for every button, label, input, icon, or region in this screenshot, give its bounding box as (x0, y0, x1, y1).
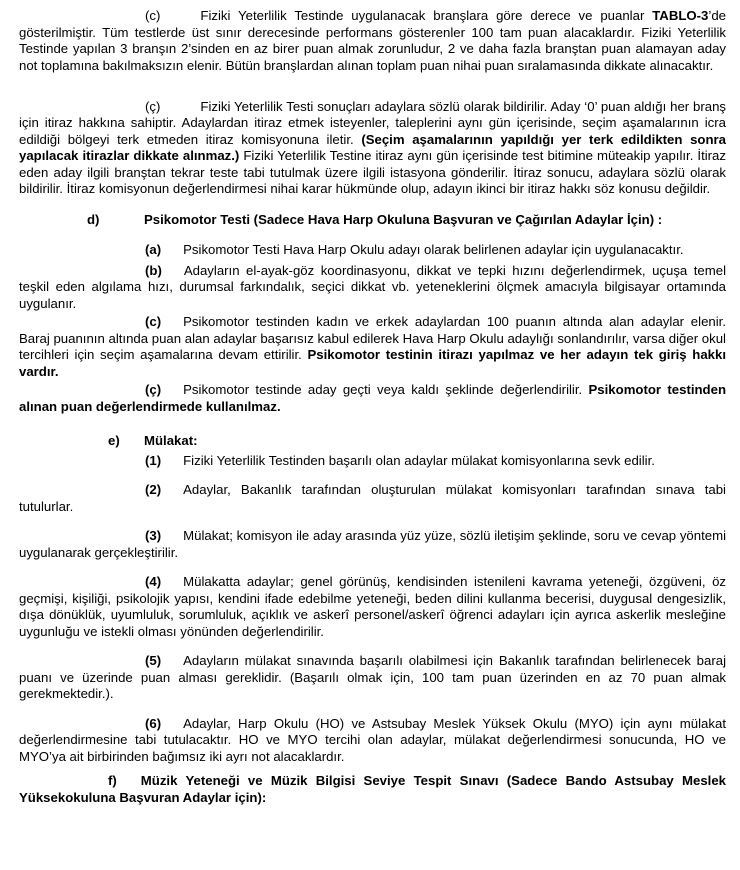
section-e-title: Mülakat: (144, 433, 198, 448)
spacer (19, 561, 726, 574)
spacer (19, 515, 726, 528)
section-e-item-6 (19, 716, 726, 766)
item-label: (b) (145, 262, 162, 278)
paragraph-cc-label: (ç) (145, 98, 161, 114)
section-e-item-4 (19, 574, 726, 640)
item-text: Mülakatta adaylar; genel görünüş, kendisinden istenileni kavrama yeteneği, özgüveni, öz geçmişi, kişiliği, psikolojik yapısı, kendini ifade edebilme yeteneği, beden dilini kullanma becerisi, duygusal dengesizlik, dışa dönüklük, uyumluluk, sorumluluk, açıklık ve askerî personel/askerî öğrenci adayları için ayrıca askerlik mesleğine uygunluğu ve istekli olması yönünden değerlendirilir. (19, 574, 726, 639)
section-e-item-1 (19, 453, 726, 470)
spacer (19, 415, 726, 433)
section-d-item-cc (19, 382, 726, 415)
paragraph-c-text-2: ’de gösterilmiştir. Tüm testlerde üst sınır derecesinde performans gösterenler 100 tam puan alacaklardır. Fiziki Yeterlilik Testinde yapılan 3 branşın 2’sinden en az birer puan almak zorunludur, 2 ve daha fazla branştan puan alamayan aday not toplamına bakılmaksızın elenir. Bütün branşlardan alınan toplam puan nihai puan sıralamasında dikkate alınacaktır. (19, 8, 726, 73)
paragraph-cc (19, 99, 726, 198)
item-bold-text: Psikomotor testinin itirazı yapılmaz ve her adayın tek giriş hakkı vardır. (19, 347, 726, 379)
section-e-item-2 (19, 482, 726, 515)
paragraph-c-text-1: Fiziki Yeterlilik Testinde uygulanacak branşlara göre derece ve puanlar (200, 8, 653, 23)
section-d-label: d) (87, 211, 100, 227)
section-e-label: e) (108, 433, 120, 448)
paragraph-cc-text-1: Fiziki Yeterlilik Testi sonuçları adaylara sözlü olarak bildirilir. Aday ‘0’ puan aldığı her branş için itiraz hakkına sahiptir. Adaylardan itiraz etmek isteyenler, taleplerini aynı gün içerisinde, seçim aşamalarının icra edildiği bölgeyi terk etmeden itiraz komisyonuna iletir. (19, 98, 726, 147)
item-label: (1) (145, 452, 162, 468)
spacer (19, 91, 726, 99)
paragraph-c-label: (c) (145, 8, 161, 23)
table-reference: TABLO-3 (652, 8, 709, 23)
section-d-item-c (19, 314, 726, 380)
item-label: (2) (145, 482, 162, 497)
item-text: Psikomotor testinden kadın ve erkek adaylardan 100 puanın altında alan adaylar elenir. Baraj puanının altında puan alan adaylar başarısız kabul edilerek Hava Harp Okulu adaylığı sonlandırılır, varsa diğer okul tercihleri için seçim aşamalarına devam ettirilir. (19, 314, 726, 362)
section-f-title: Müzik Yeteneği ve Müzik Bilgisi Seviye Tespit Sınavı (Sadece Bando Astsubay Meslek Yüksekokuluna Başvuran Adaylar için): (19, 773, 726, 805)
item-label: (5) (145, 653, 162, 668)
section-f-heading (19, 773, 726, 806)
spacer (19, 228, 726, 242)
item-text: Adayların el-ayak-göz koordinasyonu, dikkat ve tepki hızını değerlendirmek, uçuşa temel teşkil eden algılama hızı, durumsal farkındalık, seçici dikkat vb. yeteneklerini ölçmek amacıyla bilgisayar ortamında uygulanır. (19, 262, 726, 311)
item-text: Psikomotor Testi Hava Harp Okulu adayı olarak belirlenen adaylar için uygulanacaktır. (183, 242, 684, 257)
section-d-item-a (19, 242, 726, 259)
section-e-heading (19, 433, 726, 450)
item-text: Adayların mülakat sınavında başarılı olabilmesi için Bakanlık tarafından belirlenecek baraj puanı ve üzerinde puan alması gereklidir. (Başarılı olmak için, 100 tam puan üzerinden en az 70 puan almak gerekmektedir.). (19, 653, 726, 701)
spacer (19, 74, 726, 91)
spacer (19, 469, 726, 482)
paragraph-cc-text-2: Fiziki Yeterlilik Testine itiraz aynı gün içerisinde test bitimine müteakip yapılır. İtiraz eden aday ilgili branştan tekrar teste tabi tutulmak üzere ilgili istasyona gönderilir. İtiraz sonucu, adaylara sözlü olarak bildirilir. İtiraz komisyonun değerlendirmesi nihai karar hükmünde olup, adayın ikinci bir itiraz hakkı söz konusu değildir. (19, 148, 726, 196)
item-text: Adaylar, Bakanlık tarafından oluşturulan mülakat komisyonları tarafından sınava tabi tutulurlar. (19, 482, 726, 514)
item-label: (c) (145, 314, 162, 329)
item-bold-text: Psikomotor testinden alınan puan değerlendirmede kullanılmaz. (19, 382, 726, 414)
item-label: (ç) (145, 382, 162, 397)
item-text: Fiziki Yeterlilik Testinden başarılı olan adaylar mülakat komisyonlarına sevk edilir. (183, 452, 655, 468)
item-label: (a) (145, 242, 162, 257)
section-d-title: Psikomotor Testi (Sadece Hava Harp Okuluna Başvuran ve Çağırılan Adaylar İçin) : (144, 211, 663, 227)
section-e-item-5 (19, 653, 726, 703)
spacer (19, 198, 726, 212)
item-text: Mülakat; komisyon ile aday arasında yüz yüze, sözlü iletişim şeklinde, soru ve cevap yöntemi uygulanarak gerçekleştirilir. (19, 528, 726, 560)
paragraph-c (19, 8, 726, 74)
section-e-item-3 (19, 528, 726, 561)
item-label: (3) (145, 528, 162, 543)
item-text: Psikomotor testinde aday geçti veya kaldı şeklinde değerlendirilir. (183, 382, 589, 397)
item-label: (4) (145, 574, 162, 589)
spacer (19, 765, 726, 773)
item-text: Adaylar, Harp Okulu (HO) ve Astsubay Meslek Yüksek Okulu (MYO) için aynı mülakat değerlendirmesine tabi tutulacaktır. HO ve MYO tercihi olan adaylar, mülakat değerlendirmesi sonucunda, HO ve MYO’ya ait birbirinden bağımsız iki ayrı not alacaklardır. (19, 715, 726, 764)
paragraph-cc-bold: (Seçim aşamalarının yapıldığı yer terk edildikten sonra yapılacak itirazlar dikkate alınmaz.) (19, 131, 726, 163)
spacer (19, 703, 726, 716)
item-label: (6) (145, 715, 162, 731)
spacer (19, 640, 726, 653)
section-d-item-b (19, 263, 726, 313)
section-d-heading (19, 212, 726, 229)
section-f-label: f) (108, 773, 117, 788)
